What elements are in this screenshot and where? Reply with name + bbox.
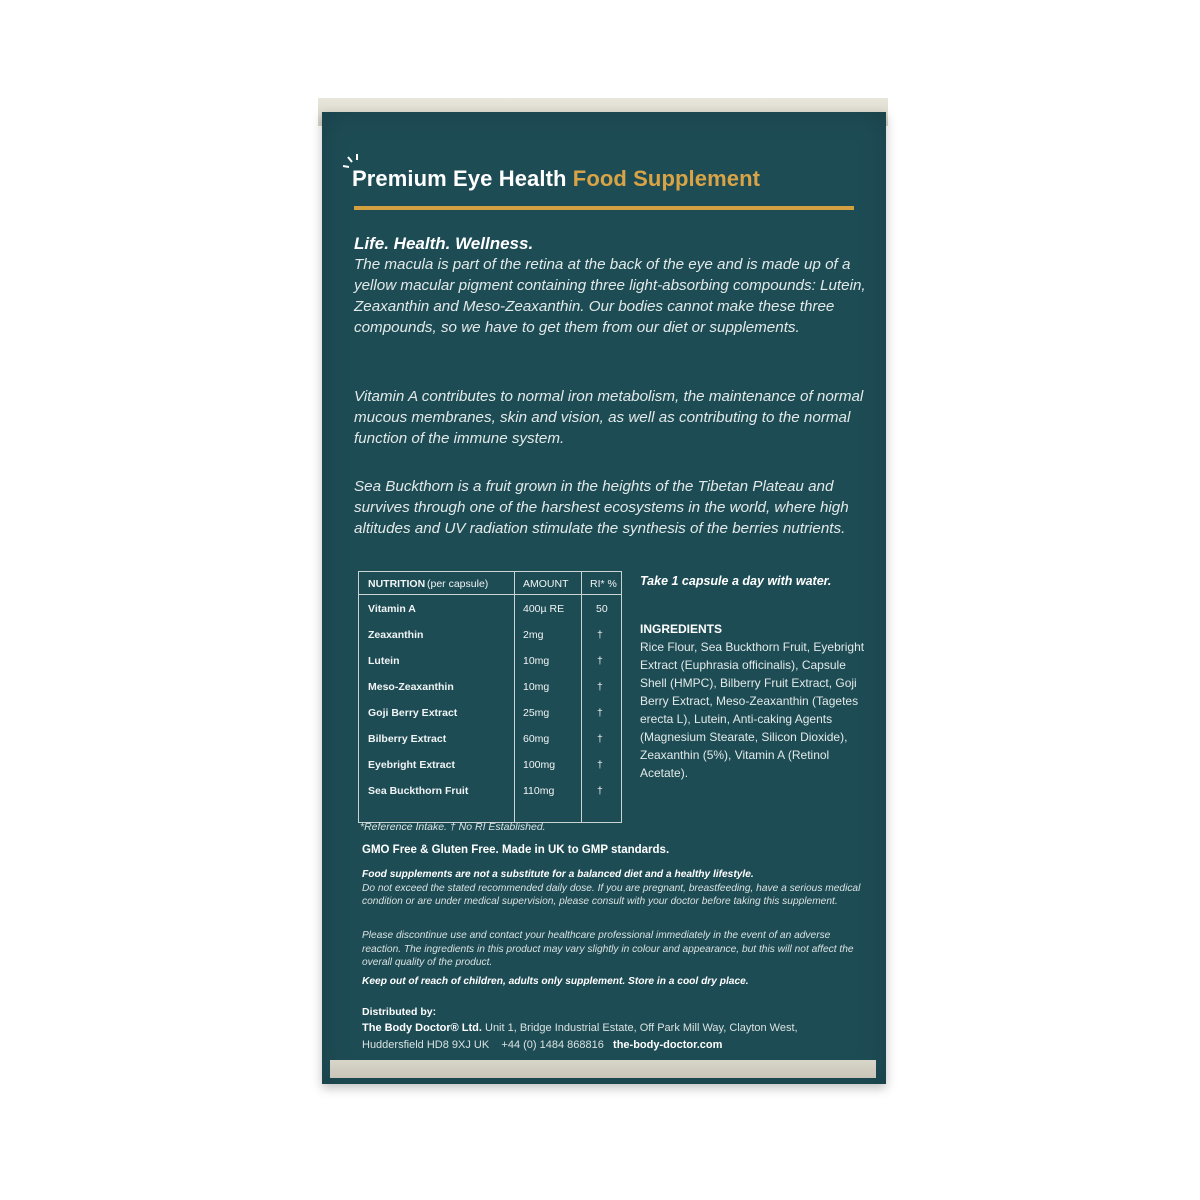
nutrient-name: Eyebright Extract — [368, 759, 455, 771]
nutrient-ri: † — [597, 681, 603, 693]
ingredients-list: Rice Flour, Sea Buckthorn Fruit, Eyebright Extract (Euphrasia officinalis), Capsule Shell (HMPC), Bilberry Fruit Extract, Goji Berry Extract, Meso-Zeaxanthin (Tagetes erecta L), Lutein, Anti-caking Agents (Magnesium Stearate, Silicon Dioxide), Zeaxanthin (5%), Vitamin A (Retinol Acetate). — [640, 640, 865, 780]
nutrient-amount: 25mg — [523, 707, 550, 719]
table-row — [359, 733, 621, 759]
nutrient-amount: 60mg — [523, 733, 550, 745]
distributor-heading: Distributed by: — [362, 1006, 437, 1018]
nutrition-footnote: *Reference Intake. † No RI Established. — [360, 821, 546, 833]
amount-column-header: AMOUNT — [523, 578, 569, 590]
storage-warning: Keep out of reach of children, adults only supplement. Store in a cool dry place. — [362, 976, 749, 987]
warning-discontinue-text: Please discontinue use and contact your healthcare professional immediately in the event of an adverse reaction. The ingredients in this product may vary slightly in colour and appearance, but this will not affect the overall quality of the product. — [362, 930, 854, 968]
dosage-instruction: Take 1 capsule a day with water. — [640, 574, 832, 588]
distributor-details — [362, 1020, 862, 1054]
warning-block — [362, 868, 862, 909]
table-row — [359, 707, 621, 733]
product-title — [352, 166, 760, 192]
nutrient-amount: 110mg — [523, 785, 555, 797]
nutrient-amount: 100mg — [523, 759, 556, 771]
table-row — [359, 655, 621, 681]
ingredients-heading: INGREDIENTS — [640, 622, 723, 636]
nutrient-name: Meso-Zeaxanthin — [368, 681, 454, 693]
table-row — [359, 759, 621, 785]
nutrient-name: Sea Buckthorn Fruit — [368, 785, 469, 797]
warning-dose-text: Do not exceed the stated recommended daily dose. If you are pregnant, breastfeeding, have a serious medical condition or are under medical supervision, please consult with your doctor before taking this supplement. — [362, 882, 861, 907]
warning-bold-line: Food supplements are not a substitute for a balanced diet and a healthy lifestyle. — [362, 869, 754, 880]
nutrient-amount: 2mg — [523, 629, 544, 641]
ri-column-header: RI* % — [590, 578, 617, 590]
claims-line: GMO Free & Gluten Free. Made in UK to GMP standards. — [362, 844, 670, 856]
distributor-address: Unit 1, Bridge Industrial Estate, Off Park Mill Way, Clayton West, Huddersfield HD8 9XJ UK — [362, 1022, 798, 1051]
tagline: Life. Health. Wellness. — [354, 234, 534, 253]
nutrient-ri: † — [597, 629, 603, 641]
intro-paragraph-vitamin-a: Vitamin A contributes to normal iron metabolism, the maintenance of normal mucous membranes, skin and vision, as well as contributing to the normal function of the immune system. — [354, 388, 864, 447]
nutrient-ri: † — [597, 655, 603, 667]
table-row — [359, 629, 621, 655]
title-accent: Food Supplement — [572, 166, 761, 191]
nutrient-ri: † — [597, 707, 603, 719]
table-row — [359, 603, 621, 629]
intro-paragraph-sea-buckthorn: Sea Buckthorn is a fruit grown in the heights of the Tibetan Plateau and survives through one of the harshest ecosystems in the world, where high altitudes and UV radiation stimulate the synthesis of the berries nutrients. — [354, 478, 849, 537]
nutrition-header-row — [359, 572, 621, 595]
nutrient-ri: † — [597, 733, 603, 745]
nutrient-name: Bilberry Extract — [368, 733, 447, 745]
nutrient-name: Goji Berry Extract — [368, 707, 458, 719]
distributor-company: The Body Doctor® Ltd. — [362, 1022, 482, 1034]
nutrient-amount: 10mg — [523, 681, 550, 693]
table-row — [359, 785, 621, 811]
nutrition-table — [358, 571, 622, 823]
title-main: Premium Eye Health — [352, 166, 567, 191]
intro-paragraph-macula: The macula is part of the retina at the back of the eye and is made up of a yellow macular pigment containing three light-absorbing compounds: Lutein, Zeaxanthin and Meso-Zeaxanthin. Our bodies cannot make these three compounds, so we have to get them from our diet or supplements. — [354, 256, 866, 336]
nutrient-amount: 10mg — [523, 655, 550, 667]
nutrient-ri: 50 — [596, 603, 608, 615]
nutrition-column-header: NUTRITION — [368, 578, 426, 590]
nutrient-ri: † — [597, 785, 603, 797]
nutrient-name: Lutein — [368, 655, 400, 667]
title-underline — [354, 206, 854, 210]
nutrient-amount: 400µ RE — [523, 603, 565, 615]
box-bottom-flap — [330, 1060, 876, 1078]
nutrition-column-subheader: (per capsule) — [427, 578, 489, 590]
nutrient-name: Zeaxanthin — [368, 629, 424, 641]
nutrient-name: Vitamin A — [368, 603, 416, 615]
nutrient-ri: † — [597, 759, 603, 771]
distributor-website: the-body-doctor.com — [613, 1039, 723, 1051]
product-box-back — [322, 112, 886, 1084]
distributor-phone: +44 (0) 1484 868816 — [501, 1039, 604, 1051]
table-row — [359, 681, 621, 707]
